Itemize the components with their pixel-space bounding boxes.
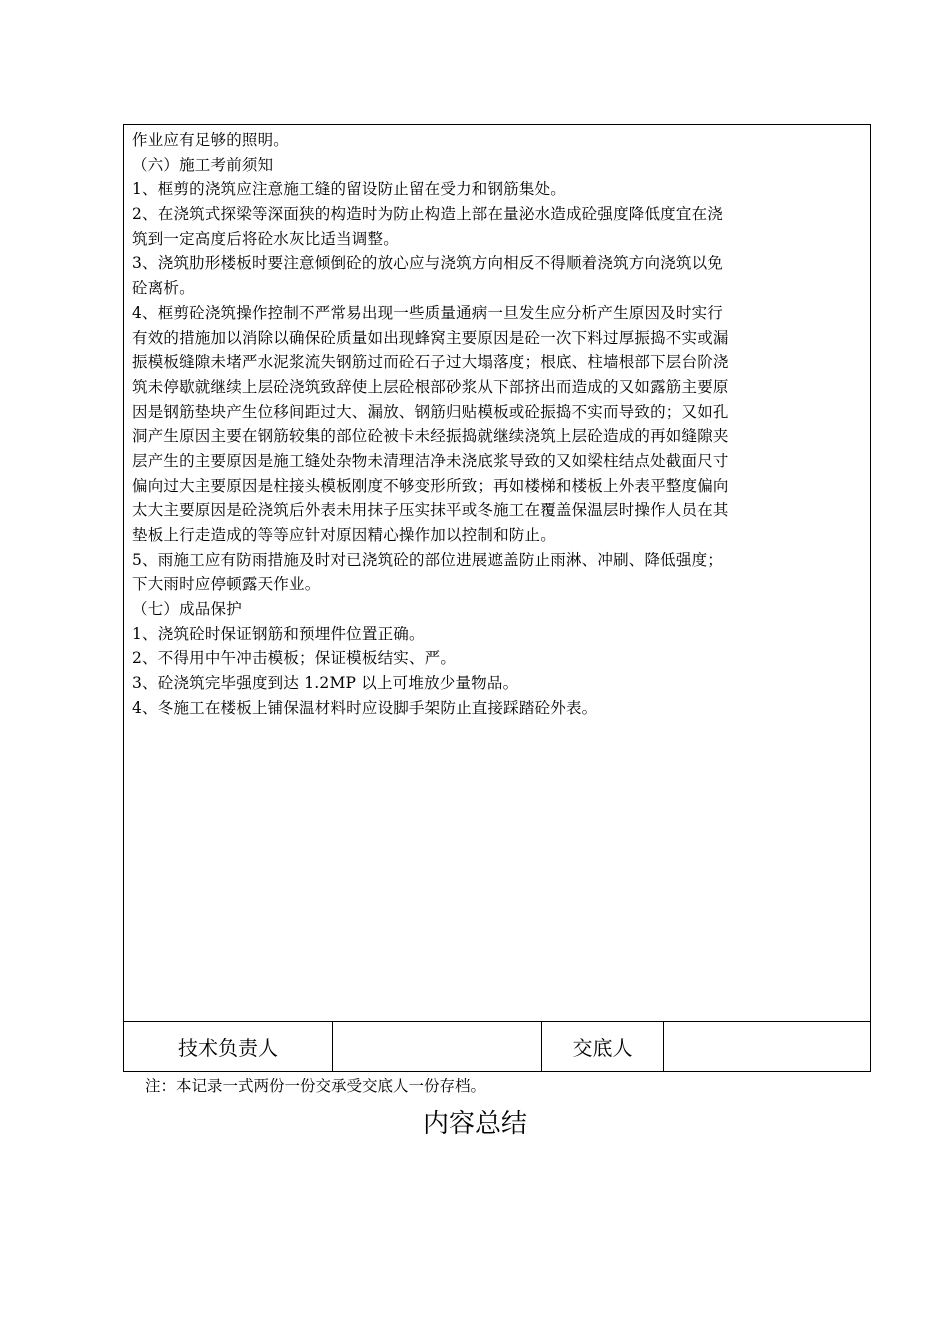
content-line: 1、浇筑砼时保证钢筋和预埋件位置正确。 [132,624,425,643]
content-cell [124,125,870,1022]
content-line: 振模板缝隙未堵严水泥浆流失钢筋过而砼石子过大塌落度；根底、柱墙根部下层台阶浇 [132,353,729,372]
handover-person-label: 交底人 [542,1022,664,1071]
record-note: 注：本记录一式两份一份交承受交底人一份存档。 [145,1077,487,1095]
content-line: 作业应有足够的照明。 [132,131,290,149]
content-line: 3、浇筑肋形楼板时要注意倾倒砼的放心应与浇筑方向相反不得顺着浇筑方向浇筑以免 [132,254,723,273]
content-line: 1、框剪的浇筑应注意施工缝的留设防止留在受力和钢筋集处。 [132,180,566,199]
section-heading-precautions: （六）施工考前须知 [132,155,274,174]
content-line: 4、冬施工在楼板上铺保温材料时应设脚手架防止直接踩踏砼外表。 [132,698,598,717]
content-line: 3、砼浇筑完毕强度到达 1.2MP 以上可堆放少量物品。 [132,674,519,693]
content-line: 垫板上行走造成的等等应针对原因精心操作加以控制和防止。 [132,526,556,544]
tech-lead-signature-field[interactable] [333,1022,542,1071]
content-line: 有效的措施加以消除以确保砼质量如出现蜂窝主要原因是砼一次下料过厚振捣不实或漏 [132,328,729,347]
content-line: 筑未停歇就继续上层砼浇筑致辞使上层砼根部砂浆从下部挤出而造成的又如露筋主要原 [132,377,729,396]
tech-lead-label: 技术负责人 [124,1022,333,1071]
content-line: 2、在浇筑式探梁等深面狭的构造时为防止构造上部在量泌水造成砼强度降低度宜在浇 [132,205,723,224]
disclosure-record-table [123,124,871,1072]
content-line: 4、框剪砼浇筑操作控制不严常易出现一些质量通病一旦发生应分析产生原因及时实行 [132,303,723,322]
content-line: 偏向过大主要原因是柱接头模板刚度不够变形所致；再如楼梯和楼板上外表平整度偏向 [132,476,729,495]
summary-heading: 内容总结 [422,1109,527,1139]
content-line: 下大雨时应停顿露天作业。 [132,575,321,594]
content-line: 洞产生原因主要在钢筋较集的部位砼被卡未经振捣就继续浇筑上层砼造成的再如缝隙夹 [132,427,729,446]
content-line: 2、不得用中午冲击模板；保证模板结实、严。 [132,649,457,668]
content-line: 因是钢筋垫块产生位移间距过大、漏放、钢筋归贴模板或砼振捣不实而导致的；又如孔 [132,402,729,421]
signature-row [124,1022,870,1071]
content-line: 筑到一定高度后将砼水灰比适当调整。 [132,229,399,248]
handover-person-signature-field[interactable] [664,1022,870,1071]
content-line: 太大主要原因是砼浇筑后外表未用抹子压实抹平或冬施工在覆盖保温层时操作人员在其 [132,501,729,520]
content-line: 层产生的主要原因是施工缝处杂物未清理洁净未浇底浆导致的又如梁柱结点处截面尺寸 [132,451,729,470]
content-line: 5、雨施工应有防雨措施及时对已浇筑砼的部位进展遮盖防止雨淋、冲刷、降低强度； [132,550,723,569]
section-heading-product-protection: （七）成品保护 [132,600,242,619]
content-line: 砼离析。 [132,279,195,298]
